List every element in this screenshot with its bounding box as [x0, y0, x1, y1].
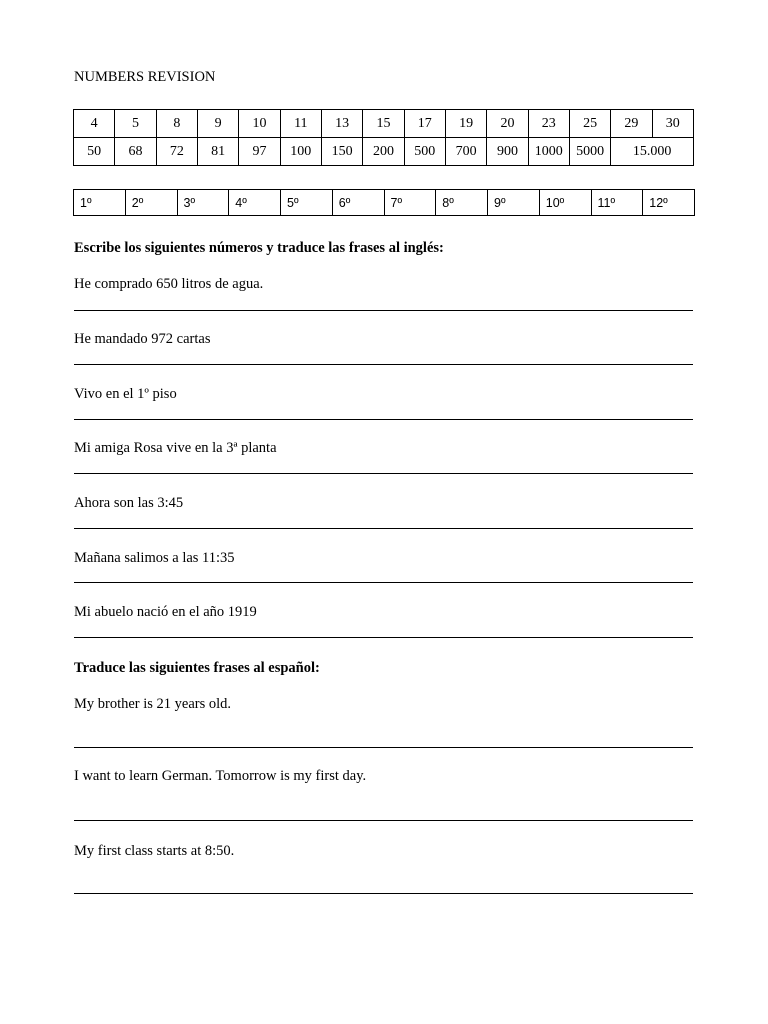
- number-cell: 72: [156, 138, 197, 166]
- answer-line[interactable]: [74, 473, 693, 474]
- ordinal-cell: 5º: [281, 190, 333, 216]
- ordinal-cell: 11º: [591, 190, 643, 216]
- exercise-prompt: He comprado 650 litros de agua.: [74, 276, 264, 292]
- number-cell: 20: [487, 110, 528, 138]
- number-cell: 13: [321, 110, 362, 138]
- number-cell: 5000: [569, 138, 610, 166]
- number-cell: 17: [404, 110, 445, 138]
- number-cell: 29: [611, 110, 652, 138]
- ordinal-cell: 9º: [488, 190, 540, 216]
- ordinal-cell: 10º: [539, 190, 591, 216]
- ordinal-cell: 1º: [74, 190, 126, 216]
- exercise-prompt: Mi abuelo nació en el año 1919: [74, 604, 257, 620]
- answer-line[interactable]: [74, 747, 693, 748]
- exercise-prompt: He mandado 972 cartas: [74, 331, 211, 347]
- exercise-prompt: Vivo en el 1º piso: [74, 386, 177, 402]
- exercise-prompt: Mi amiga Rosa vive en la 3ª planta: [74, 440, 277, 456]
- answer-line[interactable]: [74, 528, 693, 529]
- number-cell: 4: [74, 110, 115, 138]
- answer-line[interactable]: [74, 582, 693, 583]
- answer-line[interactable]: [74, 364, 693, 365]
- number-cell: 19: [445, 110, 486, 138]
- number-cell-merged: 15.000: [611, 138, 694, 166]
- number-cell: 500: [404, 138, 445, 166]
- number-cell: 81: [197, 138, 238, 166]
- number-cell: 11: [280, 110, 321, 138]
- number-cell: 9: [197, 110, 238, 138]
- number-cell: 100: [280, 138, 321, 166]
- answer-line[interactable]: [74, 637, 693, 638]
- numbers-row-2: [74, 138, 694, 166]
- answer-line[interactable]: [74, 419, 693, 420]
- number-cell: 25: [569, 110, 610, 138]
- ordinals-table: [73, 189, 695, 216]
- answer-line[interactable]: [74, 310, 693, 311]
- number-cell: 700: [445, 138, 486, 166]
- exercise-prompt: My brother is 21 years old.: [74, 696, 232, 712]
- answer-line[interactable]: [74, 820, 693, 821]
- exercise-prompt: I want to learn German. Tomorrow is my first day.: [74, 768, 367, 784]
- numbers-row-1: [74, 110, 694, 138]
- exercise-prompt: Mañana salimos a las 11:35: [74, 550, 235, 566]
- ordinal-cell: 12º: [643, 190, 695, 216]
- number-cell: 200: [363, 138, 404, 166]
- answer-line[interactable]: [74, 893, 693, 894]
- number-cell: 150: [321, 138, 362, 166]
- ordinals-row: [74, 190, 695, 216]
- ordinal-cell: 6º: [332, 190, 384, 216]
- number-cell: 8: [156, 110, 197, 138]
- ordinal-cell: 4º: [229, 190, 281, 216]
- number-cell: 1000: [528, 138, 569, 166]
- number-cell: 30: [652, 110, 693, 138]
- section-2-heading: Traduce las siguientes frases al español:: [74, 660, 320, 676]
- ordinal-cell: 8º: [436, 190, 488, 216]
- numbers-table: [73, 109, 694, 166]
- number-cell: 23: [528, 110, 569, 138]
- number-cell: 900: [487, 138, 528, 166]
- number-cell: 15: [363, 110, 404, 138]
- number-cell: 10: [239, 110, 280, 138]
- number-cell: 50: [74, 138, 115, 166]
- ordinal-cell: 3º: [177, 190, 229, 216]
- number-cell: 5: [115, 110, 156, 138]
- number-cell: 97: [239, 138, 280, 166]
- exercise-prompt: Ahora son las 3:45: [74, 495, 184, 511]
- page-title: NUMBERS REVISION: [74, 69, 216, 85]
- exercise-prompt: My first class starts at 8:50.: [74, 843, 235, 859]
- section-1-heading: Escribe los siguientes números y traduce las frases al inglés:: [74, 240, 444, 256]
- ordinal-cell: 7º: [384, 190, 436, 216]
- ordinal-cell: 2º: [125, 190, 177, 216]
- number-cell: 68: [115, 138, 156, 166]
